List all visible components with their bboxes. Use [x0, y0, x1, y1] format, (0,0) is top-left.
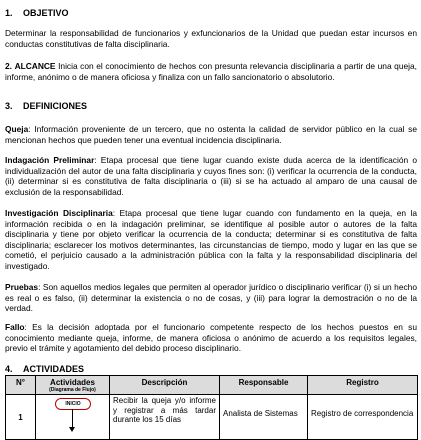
definition-text: : Son aquellos medios legales que permiten al operador jurídico o disciplinario verificar (i) si un hecho es real o es falso, (ii) determinar la existencia o no de cosas, y (iii) para lograr la demostración o no de la verdad. [5, 282, 417, 313]
definition-queja [5, 124, 417, 145]
section-title: OBJETIVO [23, 8, 69, 18]
definition-term: Queja [5, 124, 29, 134]
section-heading-objetivo [5, 8, 69, 19]
definition-term: Pruebas [5, 282, 39, 292]
section-number: 1. [5, 8, 13, 18]
alcance-body: Inicia con el conocimiento de hechos con presunta relevancia disciplinaria a partir de una queja, informe, anónimo o de manera oficiosa y finaliza con un fallo sancionatorio o absolutorio. [5, 61, 417, 82]
objetivo-paragraph: Determinar la responsabilidad de funcionarios y exfuncionarios de la Unidad que puedan estar incursos en conductas constitutivas de falta disciplinaria. [5, 28, 417, 49]
header-actividades [36, 376, 110, 395]
flow-diagram-cell [36, 395, 110, 440]
definition-pruebas [5, 282, 417, 314]
definition-term: Investigación Disciplinaria [5, 208, 113, 218]
table-row [6, 395, 418, 440]
section-title: DEFINICIONES [23, 101, 88, 111]
flow-arrow-down-icon [69, 427, 75, 432]
section-number: 3. [5, 101, 13, 111]
section-title: ACTIVIDADES [23, 364, 85, 374]
section-heading-actividades [5, 364, 84, 375]
definition-text: : Etapa procesal que tiene lugar cuando con fundamento en la queja, en la información recibida o en la indagación preliminar, se identifique al posible autor o autores de la falta disciplinaria y tiene por objeto verificar la ocurrencia de la conducta; determinar si es constitutiva de falta disciplinaria; esclarecer los motivos determinantes, las circunstancias de tiempo, modo y lugar en las que se cometió, el perjuicio causado a la administración pública con la falta y la responsabilidad disciplinaria del investigado. [5, 208, 417, 271]
header-registro: Registro [308, 376, 418, 395]
header-actividades-sub: (Diagrama de Flujo) [49, 387, 96, 393]
flow-connector-line [72, 409, 73, 429]
section-heading-definiciones [5, 101, 87, 112]
flow-start-terminator: INICIO [55, 398, 91, 410]
definition-text: : Información proveniente de un tercero, que no ostenta la calidad de servidor público en la cual se mencionan hechos que pueden tener una eventual incidencia disciplinaria. [5, 124, 417, 145]
header-responsable: Responsable [220, 376, 308, 395]
definition-term: Indagación Preliminar [5, 155, 95, 165]
row-responsible: Analista de Sistemas [220, 395, 308, 440]
header-num: N° [6, 376, 36, 395]
section-number: 2. [5, 61, 12, 71]
alcance-paragraph [5, 61, 417, 82]
definition-text: : Es la decisión adoptada por el funcionario competente respecto de los hechos puestos en su conocimiento mediante queja, informe, de manera oficiosa o anónimo de acuerdo a los requisitos legales, previo el trámite y agotamiento del debido proceso disciplinario. [5, 322, 417, 353]
section-title: ALCANCE [14, 61, 56, 71]
table-header-row [6, 376, 418, 395]
section-number: 4. [5, 364, 13, 374]
definition-fallo [5, 322, 417, 354]
definition-text: : Etapa procesal que tiene lugar cuando existe duda acerca de la identificación o individualización del autor de una falta disciplinaria y cuyos fines son: (i) verificar la ocurrencia de la conducta, (ii) determinar si es constitutiva de falta disciplinaria o (iii) si se ha actuado al amparo de una causal de exclusión de la responsabilidad. [5, 155, 417, 197]
definition-indagacion-preliminar [5, 155, 417, 197]
row-number: 1 [6, 395, 36, 440]
header-descripcion: Descripción [110, 376, 220, 395]
row-description: Recibir la queja y/o informe y registrar a más tardar durante los 15 días [110, 395, 220, 440]
row-record: Registro de correspondencia [308, 395, 418, 440]
activities-table [5, 375, 418, 440]
definition-investigacion-disciplinaria [5, 208, 417, 271]
definition-term: Fallo [5, 322, 25, 332]
header-actividades-label: Actividades [50, 378, 95, 387]
